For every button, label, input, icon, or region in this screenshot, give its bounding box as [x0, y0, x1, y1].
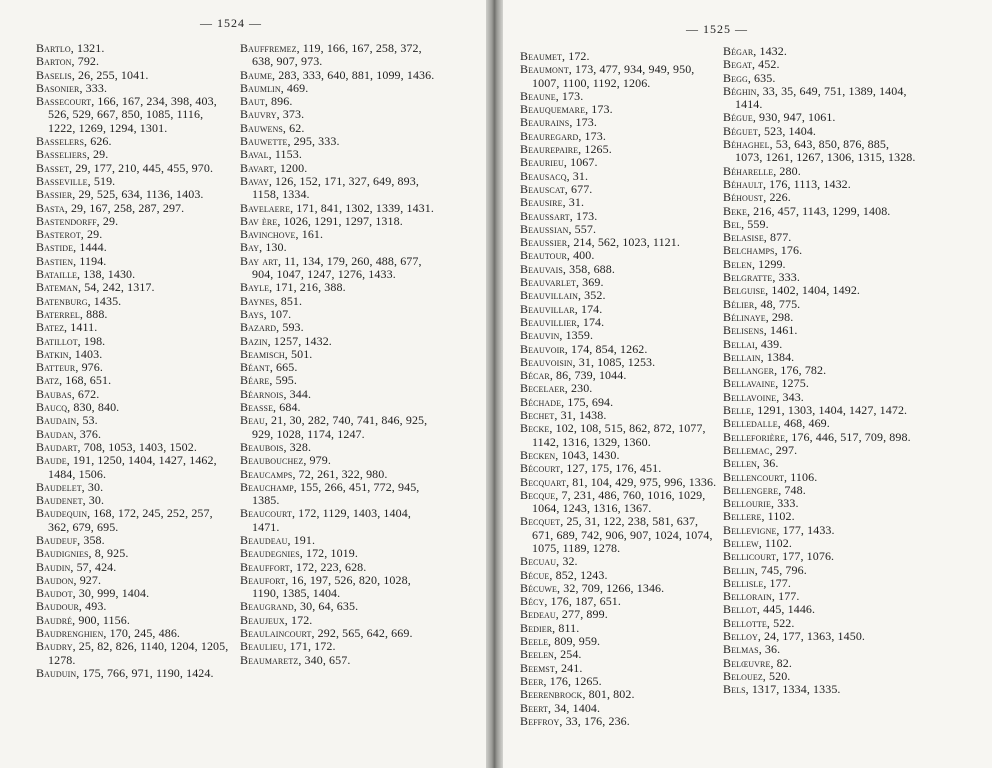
index-entry: Baudart, 708, 1053, 1403, 1502.: [36, 439, 197, 454]
index-entry: Bellai, 439.: [723, 336, 783, 351]
index-entry: Beaucourt, 172, 1129, 1403, 1404, 1471.: [240, 506, 411, 534]
index-entry: Baucq, 830, 840.: [36, 400, 120, 415]
index-entry: Baudain, 53.: [36, 413, 98, 428]
index-entry: Bécuwe, 32, 709, 1266, 1346.: [520, 580, 665, 595]
index-entry: Bastendorff, 29.: [36, 213, 119, 228]
index-entry: Batteur, 976.: [36, 360, 103, 375]
index-column: [36, 42, 230, 680]
index-entry: Begat, 452.: [723, 57, 780, 72]
index-entry: Bauwens, 62.: [240, 120, 305, 135]
index-entry: Baudré, 900, 1156.: [36, 612, 130, 627]
index-entry: Beausacq, 31.: [520, 168, 589, 183]
index-entry: Belchamps, 176.: [723, 243, 803, 258]
index-entry: Bélinaye, 298.: [723, 309, 794, 324]
index-entry: Belisens, 1461.: [723, 323, 798, 338]
index-entry: Bartlo, 1321.: [36, 41, 105, 55]
index-entry: Batkin, 1403.: [36, 346, 103, 361]
left-page: [0, 0, 486, 768]
index-entry: Batz, 168, 651.: [36, 373, 112, 388]
index-entry: Belouez, 520.: [723, 668, 791, 683]
index-entry: Baval, 1153.: [240, 147, 302, 162]
index-entry: Béhoust, 226.: [723, 190, 791, 205]
index-entry: Bellew, 1102.: [723, 535, 792, 550]
index-entry: Bav ère, 1026, 1291, 1297, 1318.: [240, 213, 403, 228]
index-entry: Bateman, 54, 242, 1317.: [36, 280, 155, 295]
index-entry: Basta, 29, 167, 258, 287, 297.: [36, 200, 185, 215]
index-entry: Bellavoine, 343.: [723, 389, 804, 404]
index-entry: Bellemac, 297.: [723, 442, 798, 457]
index-entry: Bazin, 1257, 1432.: [240, 333, 332, 348]
index-entry: Beauscat, 677.: [520, 181, 593, 196]
index-entry: Bauffremez, 119, 166, 167, 258, 372, 638, 907, 973.: [240, 41, 422, 69]
index-entry: Béguet, 523, 1404.: [723, 123, 817, 138]
index-entry: Beaussier, 214, 562, 1023, 1121.: [520, 235, 680, 250]
index-entry: Bavay, 126, 152, 171, 327, 649, 893, 1158, 1334.: [240, 173, 419, 202]
index-entry: Bellavaine, 1275.: [723, 376, 809, 391]
index-entry: Baume, 283, 333, 640, 881, 1099, 1436.: [240, 67, 435, 82]
index-entry: Beffroy, 33, 176, 236.: [520, 713, 630, 728]
index-entry: Bellotte, 522.: [723, 615, 795, 630]
index-entry: Beausire, 31.: [520, 195, 585, 210]
index-entry: Beaurains, 173.: [520, 115, 597, 130]
index-entry: Batez, 1411.: [36, 320, 98, 335]
index-entry: Becquart, 81, 104, 429, 975, 996, 1336.: [520, 474, 717, 489]
index-entry: Begg, 635.: [723, 70, 776, 85]
index-entry: Bay, 130.: [240, 240, 287, 255]
index-entry: Bazard, 593.: [240, 320, 304, 335]
index-entry: Béhaghel, 53, 643, 850, 876, 885, 1073, 1261, 1267, 1306, 1315, 1328.: [723, 137, 916, 165]
index-entry: Bellevigne, 177, 1433.: [723, 522, 835, 537]
index-entry: Beauffort, 172, 223, 628.: [240, 559, 367, 574]
index-entry: Bavart, 1200.: [240, 160, 308, 175]
index-entry: Becken, 1043, 1430.: [520, 447, 620, 462]
index-entry: Becelaer, 230.: [520, 381, 593, 396]
index-entry: Baubas, 672.: [36, 386, 100, 401]
index-entry: Beer, 176, 1265.: [520, 673, 602, 688]
index-entry: Bécourt, 127, 175, 176, 451.: [520, 461, 662, 476]
index-entry: Belloy, 24, 177, 1363, 1450.: [723, 629, 866, 644]
index-entry: Belleforière, 176, 446, 517, 709, 898.: [723, 429, 911, 444]
index-entry: Béchade, 175, 694.: [520, 394, 614, 409]
index-entry: Beke, 216, 457, 1143, 1299, 1408.: [723, 203, 891, 218]
index-entry: Beaulieu, 171, 172.: [240, 639, 336, 654]
index-entry: Barton, 792.: [36, 54, 100, 69]
index-entry: Beamisch, 501.: [240, 346, 313, 361]
index-column: [520, 50, 718, 728]
index-entry: Béarnois, 344.: [240, 386, 312, 401]
index-entry: Bellourie, 333.: [723, 496, 799, 511]
index-entry: Belgratte, 333.: [723, 270, 800, 285]
index-entry: Bavinchove, 161.: [240, 227, 324, 242]
index-entry: Belledalle, 468, 469.: [723, 416, 830, 431]
index-entry: Baudour, 493.: [36, 599, 107, 614]
index-entry: Bataille, 138, 1430.: [36, 267, 136, 282]
index-entry: Beelen, 254.: [520, 647, 582, 662]
index-entry: Batenburg, 1435.: [36, 293, 122, 308]
index-entry: Bauwette, 295, 333.: [240, 134, 340, 149]
right-page: [503, 0, 992, 768]
index-entry: Baudequin, 168, 172, 245, 252, 257, 362, 679, 695.: [36, 506, 213, 534]
index-entry: Belasise, 877.: [723, 230, 792, 245]
index-column: [723, 45, 919, 697]
index-entry: Bedeau, 277, 899.: [520, 607, 608, 622]
index-entry: Beaufort, 16, 197, 526, 820, 1028, 1190, 1385, 1404.: [240, 572, 411, 601]
index-entry: Beaussart, 173.: [520, 208, 598, 223]
index-entry: Basterot, 29.: [36, 227, 103, 242]
index-entry: Bauduin, 175, 766, 971, 1190, 1424.: [36, 665, 214, 680]
index-entry: Baudot, 30, 999, 1404.: [36, 586, 150, 601]
index-entry: Beaumaretz, 340, 657.: [240, 652, 351, 667]
index-entry: Baudon, 927.: [36, 572, 102, 587]
index-entry: Béghin, 33, 35, 649, 751, 1389, 1404, 1414.: [723, 83, 907, 112]
index-entry: Bastien, 1194.: [36, 253, 107, 268]
index-entry: Beaubois, 328.: [240, 439, 312, 454]
index-entry: Bel, 559.: [723, 216, 769, 231]
index-entry: Beaurieu, 1067.: [520, 155, 598, 170]
index-entry: Bellorain, 177.: [723, 589, 800, 604]
index-column: [240, 42, 436, 667]
index-entry: Bellot, 445, 1446.: [723, 602, 816, 617]
index-entry: Batillot, 198.: [36, 333, 106, 348]
index-entry: Bellain, 1384.: [723, 349, 795, 364]
index-entry: Beemst, 241.: [520, 660, 583, 675]
index-entry: Béare, 595.: [240, 373, 297, 388]
index-entry: Baudignies, 8, 925.: [36, 546, 129, 561]
index-entry: Bechet, 31, 1438.: [520, 408, 607, 423]
index-entry: Bayle, 171, 216, 388.: [240, 280, 346, 295]
index-entry: Basseville, 519.: [36, 173, 116, 188]
index-entry: Beauvin, 1359.: [520, 328, 594, 343]
index-entry: Beaulaincourt, 292, 565, 642, 669.: [240, 626, 413, 641]
page-number: — 1525 —: [686, 22, 748, 36]
index-entry: Basonier, 333.: [36, 80, 108, 95]
index-entry: Bavelaere, 171, 841, 1302, 1339, 1431.: [240, 200, 434, 215]
index-entry: Becquet, 25, 31, 122, 238, 581, 637, 671, 689, 742, 906, 907, 1024, 1074, 1075, 1189, 1278.: [520, 514, 713, 555]
index-entry: Bastide, 1444.: [36, 240, 107, 255]
index-entry: Bécar, 86, 739, 1044.: [520, 368, 627, 383]
index-entry: Beau, 21, 30, 282, 740, 741, 846, 925, 929, 1028, 1174, 1247.: [240, 413, 428, 441]
index-entry: Beauregard, 173.: [520, 128, 606, 143]
index-entry: Beauvillain, 352.: [520, 288, 606, 303]
index-entry: Basselers, 626.: [36, 134, 112, 149]
index-entry: Beauvoisin, 31, 1085, 1253.: [520, 354, 656, 369]
index-entry: Baynes, 851.: [240, 293, 303, 308]
index-entry: Baumlin, 469.: [240, 80, 309, 95]
index-entry: Baterrel, 888.: [36, 306, 108, 321]
index-entry: Baudelet, 30.: [36, 479, 104, 494]
index-entry: Basseliers, 29.: [36, 147, 109, 162]
index-entry: Beauvillier, 174.: [520, 314, 605, 329]
index-entry: Beaumet, 172.: [520, 49, 590, 63]
index-entry: Becuau, 32.: [520, 554, 578, 569]
index-entry: Beaudeau, 191.: [240, 532, 316, 547]
index-entry: Beaune, 173.: [520, 88, 584, 103]
index-entry: Bellere, 1102.: [723, 509, 795, 524]
index-entry: Bassecourt, 166, 167, 234, 398, 403, 526, 529, 667, 850, 1085, 1116, 1222, 1269, 1294, 1301.: [36, 94, 217, 135]
index-entry: Beaumont, 173, 477, 934, 949, 950, 1007, 1100, 1192, 1206.: [520, 62, 695, 90]
index-entry: Beaujeux, 172.: [240, 612, 313, 627]
index-entry: Belmas, 36.: [723, 642, 781, 657]
index-entry: Baudan, 376.: [36, 426, 102, 441]
index-entry: Baudry, 25, 82, 826, 1140, 1204, 1205, 1278.: [36, 639, 229, 667]
index-entry: Bellisle, 177.: [723, 575, 791, 590]
index-entry: Basset, 29, 177, 210, 445, 455, 970.: [36, 160, 214, 175]
page-number: — 1524 —: [200, 16, 262, 30]
index-entry: Béant, 665.: [240, 360, 298, 375]
index-entry: Beaudegnies, 172, 1019.: [240, 546, 358, 561]
index-entry: Bels, 1317, 1334, 1335.: [723, 682, 841, 697]
index-entry: Beasse, 684.: [240, 400, 301, 415]
index-entry: Beaurepaire, 1265.: [520, 142, 612, 157]
index-entry: Belen, 1299.: [723, 256, 786, 271]
book-gutter: [486, 0, 503, 768]
index-entry: Bauvry, 373.: [240, 107, 305, 122]
index-entry: Beaussian, 557.: [520, 221, 597, 236]
index-entry: Bécue, 852, 1243.: [520, 567, 608, 582]
index-entry: Beaugrand, 30, 64, 635.: [240, 599, 359, 614]
index-entry: Belle, 1291, 1303, 1404, 1427, 1472.: [723, 403, 908, 418]
index-entry: Bellicourt, 177, 1076.: [723, 549, 835, 564]
index-entry: Baut, 896.: [240, 94, 293, 109]
index-entry: Bedier, 811.: [520, 620, 580, 635]
index-entry: Beert, 34, 1404.: [520, 700, 601, 715]
index-entry: Beaubouchez, 979.: [240, 453, 331, 468]
index-entry: Beauvillar, 174.: [520, 301, 603, 316]
index-entry: Béhault, 176, 1113, 1432.: [723, 176, 851, 191]
index-entry: Belœuvre, 82.: [723, 655, 792, 670]
index-entry: Baudenet, 30.: [36, 493, 105, 508]
index-entry: Beaucamps, 72, 261, 322, 980.: [240, 466, 388, 481]
index-entry: Beautour, 400.: [520, 248, 595, 263]
index-entry: Becque, 7, 231, 486, 760, 1016, 1029, 1064, 1243, 1316, 1367.: [520, 487, 706, 516]
index-entry: Baudeuf, 358.: [36, 532, 105, 547]
index-entry: Bellencourt, 1106.: [723, 469, 818, 484]
index-entry: Bélier, 48, 775.: [723, 296, 801, 311]
index-entry: Baude, 191, 1250, 1404, 1427, 1462, 1484, 1506.: [36, 453, 217, 481]
index-entry: Baselis, 26, 255, 1041.: [36, 67, 149, 82]
index-entry: Becke, 102, 108, 515, 862, 872, 1077, 1142, 1316, 1329, 1360.: [520, 421, 706, 449]
index-entry: Baudin, 57, 424.: [36, 559, 117, 574]
index-entry: Beauquemare, 173.: [520, 102, 613, 117]
index-entry: Bellanger, 176, 782.: [723, 363, 827, 378]
index-entry: Bay art, 11, 134, 179, 260, 488, 677, 904, 1047, 1247, 1276, 1433.: [240, 253, 422, 282]
index-entry: Beerenbrock, 801, 802.: [520, 687, 635, 702]
index-entry: Béharelle, 280.: [723, 163, 801, 178]
index-entry: Bellen, 36.: [723, 456, 779, 471]
index-entry: Beauvoir, 174, 854, 1262.: [520, 341, 648, 356]
index-entry: Beauvarlet, 369.: [520, 275, 604, 290]
index-entry: Belguise, 1402, 1404, 1492.: [723, 283, 861, 298]
index-entry: Baudrenghien, 170, 245, 486.: [36, 626, 181, 641]
index-entry: Bégue, 930, 947, 1061.: [723, 110, 836, 125]
index-entry: Beele, 809, 959.: [520, 634, 601, 649]
index-entry: Bellin, 745, 796.: [723, 562, 807, 577]
index-entry: Beauvais, 358, 688.: [520, 261, 615, 276]
index-entry: Bays, 107.: [240, 306, 292, 321]
index-entry: Beauchamp, 155, 266, 451, 772, 945, 1385.: [240, 479, 420, 508]
index-entry: Bellengere, 748.: [723, 482, 806, 497]
index-entry: Bécy, 176, 187, 651.: [520, 594, 622, 609]
index-entry: Bégar, 1432.: [723, 44, 787, 58]
index-entry: Bassier, 29, 525, 634, 1136, 1403.: [36, 187, 204, 202]
